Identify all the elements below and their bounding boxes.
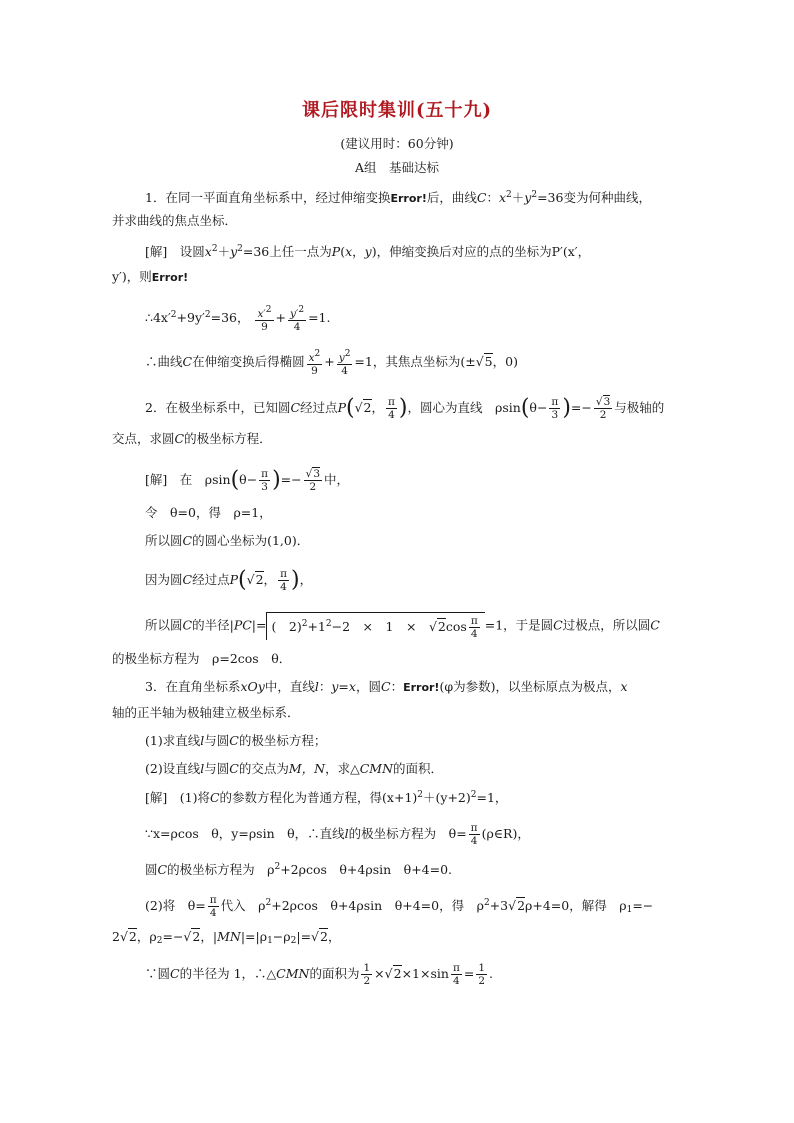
fraction-pi-4-e: $\frac{\pi}{4}$ [209,894,217,919]
fraction-pi-4-d: $\frac{\pi}{4}$ [470,822,478,847]
q3-line2: 轴的正半轴为极轴建立极坐标系． [112,705,300,720]
fraction-sqrt3-2-b: $\frac{√3}{2}$ [305,468,321,493]
q3-solution-line2: ∵x=ρcos θ，y=ρsin θ，∴直线l的极坐标方程为 θ= $\frac{\pi}{4}$ (ρ∈R)， [145,822,530,847]
fraction-1-2: $\frac{1}{2}$ [363,962,371,987]
page-title: 课后限时集训(五十九) [301,100,493,121]
q3-solution-line6: ∵圆C的半径为 1，∴△CMN的面积为 $\frac{1}{2}$ ×√2×1×sin $\frac{\pi}{4}$ = $\frac{1}{2}$ . [145,962,493,987]
q3-line1: 3．在直角坐标系xOy中，直线l：y=x，圆C：Error!(φ为参数)，以坐标原点为极点，x [145,679,628,694]
q3-part1: (1)求直线l与圆C的极坐标方程； [145,733,327,748]
q2-solution-line3: 所以圆C的圆心坐标为(1,0)． [145,533,310,548]
q2-solution-line4: 因为圆C经过点P(√2， $\frac{\pi}{4}$ )， [145,567,313,593]
q1-solution-line2: y′)，则Error! [112,269,189,284]
q2-line2: 交点，求圆C的极坐标方程． [112,431,272,446]
fraction-pi-4: $\frac{\pi}{4}$ [388,396,395,421]
fraction-pi-4-b: $\frac{\pi}{4}$ [280,568,287,593]
group-label: A组 基础达标 [354,160,440,175]
q1-solution-line3: $\therefore 4x'^2+9y'^2=36$， $\frac{x'2}{9}$ + $\frac{y'2}{4}$ =1. [145,305,331,333]
q2-line1: 2．在极坐标系中，已知圆C经过点P(√2， $\frac{\pi}{4}$ )，圆心为直线 ρsin(θ− $\frac{\pi}{3}$ )=− $\frac{√3}{2}$ 与极轴的 [145,395,665,421]
q2-solution-line5: 所以圆C的半径|PC|= ( $2)^2+1^2-2$ × 1 × √2cos $\frac{\pi}{4}$ =1，于是圆C过极点，所以圆C [145,612,717,640]
q1-solution-line4: ∴曲线C在伸缩变换后得椭圆 $\frac{x2}{9}$ + $\frac{y2}{4}$ =1，其焦点坐标为(±√5，0) [145,349,518,377]
fraction-pi-3: $\frac{\pi}{3}$ [551,396,559,421]
fraction-y2-4: $\frac{y2}{4}$ [338,349,351,377]
fraction-pi-4-c: $\frac{\pi}{4}$ [470,615,478,640]
radius-sqrt-expression: ( $2)^2+1^2-2$ × 1 × √2cos $\frac{\pi}{4}$ [266,612,484,640]
q1-line1: 1．在同一平面直角坐标系中，经过伸缩变换Error!后，曲线C：$x^2+y^2=36$变为何种曲线， [145,190,651,205]
q1-solution-line1: [解] 设圆$x^2+y^2=36$上任一点为P(x，y)，伸缩变换后对应的点的坐标为P′(x′， [145,244,591,259]
q3-part2: (2)设直线l与圆C的交点为M，N，求△CMN的面积． [145,761,444,776]
q3-solution-line5: 2√2，$\rho_2=-√2$，$|MN|=|\rho_1-\rho_2|=√2$， [112,929,341,946]
fraction-xp2-9: $\frac{x'2}{9}$ [257,305,272,333]
fraction-pi-4-f: $\frac{\pi}{4}$ [452,962,460,987]
q3-solution-line4: (2)将 θ= $\frac{\pi}{4}$ 代入 $\rho^2+2\rho\cos$ θ+4ρsin θ+4=0，得 $\rho^2+3√2\rho+4=0$，解得 $\rho_1=-$ [145,894,654,919]
q3-solution-line3: 圆C的极坐标方程为 $\rho^2+2\rho\cos$ θ+4ρsin θ+4=0. [145,862,453,877]
fraction-1-2-b: $\frac{1}{2}$ [478,962,486,987]
q3-solution-line1: [解] (1)将C的参数方程化为普通方程，得$(x+1)^2+(y+2)^2=1$， [145,790,508,805]
q1-line2: 并求曲线的焦点坐标． [112,213,238,228]
fraction-yp2-4: $\frac{y'2}{4}$ [290,305,305,333]
fraction-sqrt3-2: $\frac{√3}{2}$ [595,396,611,421]
time-note: (建议用时：60分钟) [340,136,454,151]
q2-solution-line1: [解] 在 ρsin(θ− $\frac{\pi}{3}$ )=− $\frac{√3}{2}$ 中， [145,467,350,493]
q2-solution-line6: 的极坐标方程为 ρ=2cos θ． [112,651,292,666]
q2-solution-line2: 令 θ=0，得 ρ=1， [145,505,272,520]
fraction-pi-3-b: $\frac{\pi}{3}$ [261,468,269,493]
fraction-x2-9: $\frac{x2}{9}$ [308,349,321,377]
